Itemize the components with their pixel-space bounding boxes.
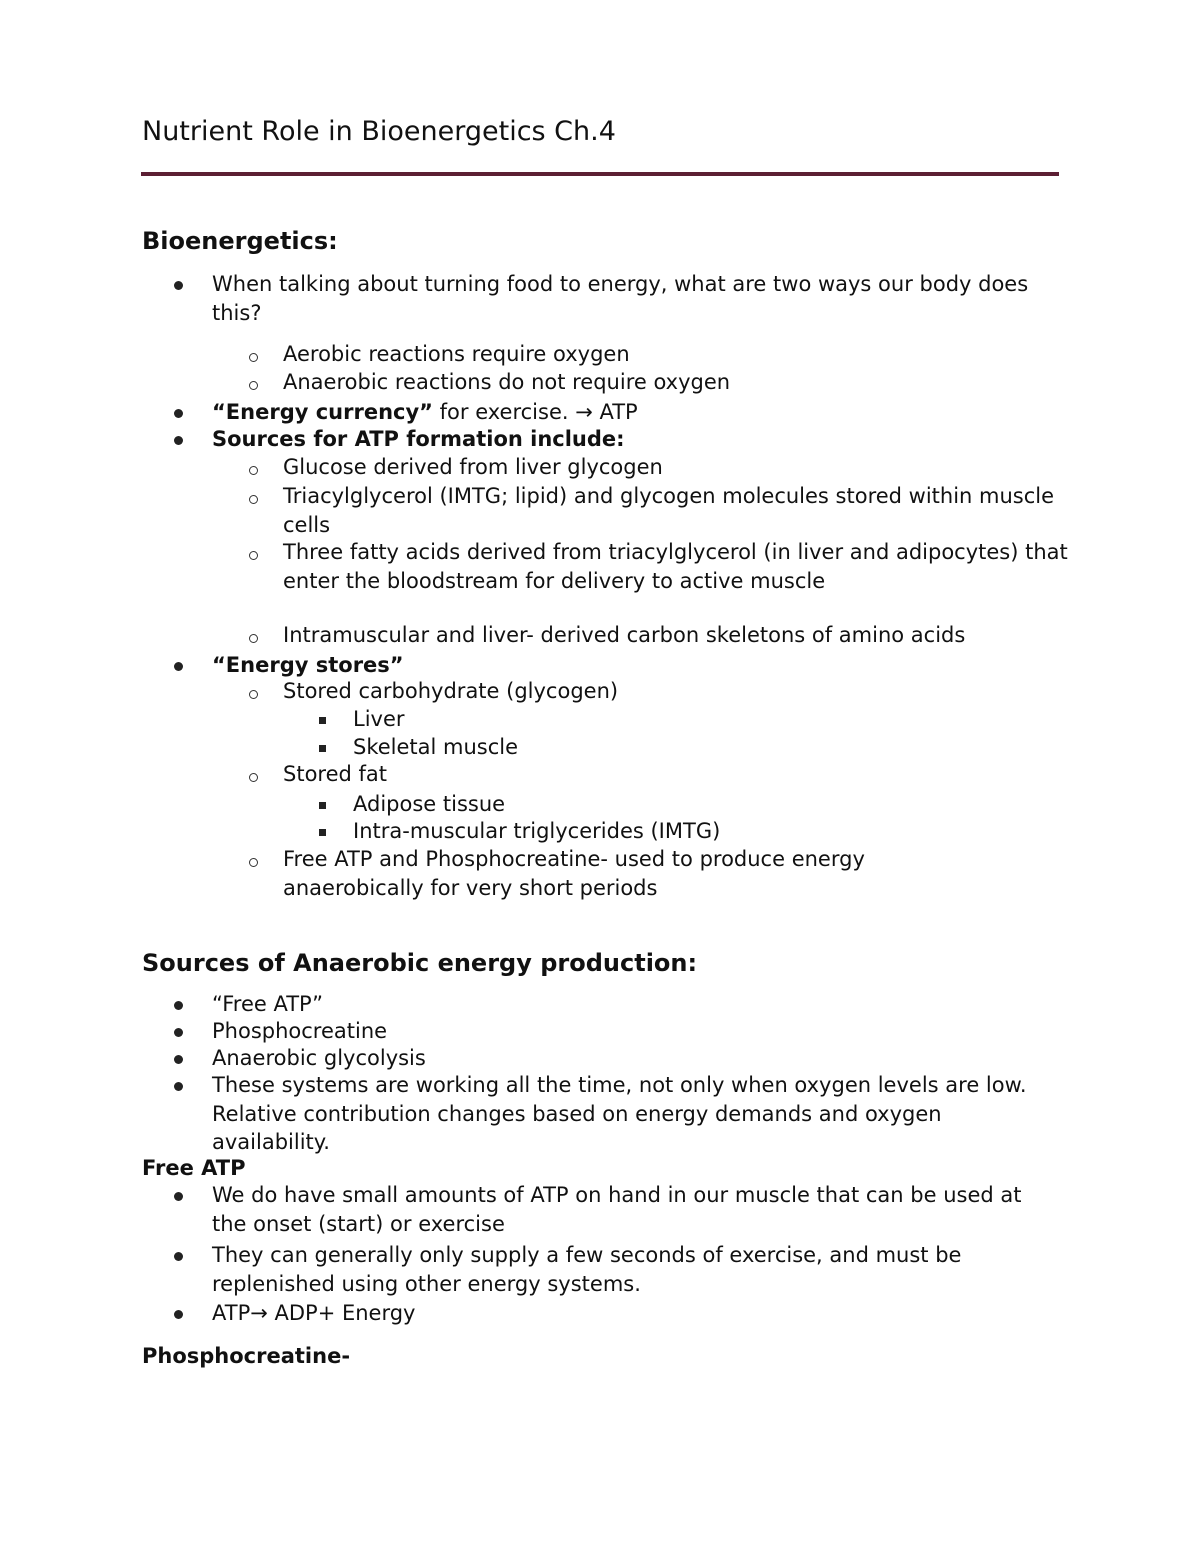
list-item: [212, 270, 1062, 327]
list-item-text: Three fatty acids derived from triacylglycerol (in liver and adipocytes) that enter the bloodstream for delivery to active muscle: [283, 540, 1068, 593]
square-bullet-icon: [319, 717, 326, 724]
list-item: [212, 1299, 1062, 1328]
list-item: [353, 705, 1053, 734]
square-bullet-icon: [319, 802, 326, 809]
bullet-icon: [174, 1082, 183, 1091]
bullet-icon: [174, 1055, 183, 1064]
list-item-text: Stored carbohydrate (glycogen): [283, 679, 619, 703]
list-item-text: Triacylglycerol (IMTG; lipid) and glycogen molecules stored within muscle cells: [283, 484, 1055, 537]
list-item-text: Anaerobic glycolysis: [212, 1046, 426, 1070]
circle-bullet-icon: [249, 858, 258, 867]
bullet-icon: [174, 1001, 183, 1010]
list-item: [212, 425, 1062, 454]
list-item: [283, 482, 1073, 539]
list-item-text: Stored fat: [283, 762, 388, 786]
list-item-text: ATP→ ADP+ Energy: [212, 1301, 416, 1325]
bullet-icon: [174, 1028, 183, 1037]
list-item: [283, 621, 1073, 650]
list-item-text: Anaerobic reactions do not require oxygen: [283, 370, 731, 394]
circle-bullet-icon: [249, 381, 258, 390]
list-item-text: Skeletal muscle: [353, 735, 519, 759]
list-item: [212, 1241, 1062, 1298]
heading-bioenergetics: Bioenergetics:: [142, 227, 338, 255]
list-item-text: They can generally only supply a few seconds of exercise, and must be replenished using other energy systems.: [212, 1243, 962, 1296]
bullet-icon: [174, 1252, 183, 1261]
bullet-icon: [174, 1192, 183, 1201]
bullet-icon: [174, 662, 183, 671]
square-bullet-icon: [319, 745, 326, 752]
document-title: Nutrient Role in Bioenergetics Ch.4: [142, 116, 616, 147]
heading-anaerobic-sources: Sources of Anaerobic energy production:: [142, 949, 698, 977]
bullet-icon: [174, 281, 183, 290]
circle-bullet-icon: [249, 495, 258, 504]
list-item: [283, 538, 1073, 595]
circle-bullet-icon: [249, 690, 258, 699]
list-item-text: These systems are working all the time, not only when oxygen levels are low. Relative contribution changes based on energy demands and oxygen availability.: [212, 1073, 1027, 1154]
bullet-icon: [174, 436, 183, 445]
list-item-text: Glucose derived from liver glycogen: [283, 455, 663, 479]
list-item: [212, 398, 1062, 427]
list-item: [283, 760, 1073, 789]
list-item-text: Aerobic reactions require oxygen: [283, 342, 630, 366]
energy-currency-text: for exercise. → ATP: [432, 400, 638, 424]
list-item: [353, 817, 1053, 846]
heading-phosphocreatine: Phosphocreatine-: [142, 1344, 351, 1368]
list-item-text: We do have small amounts of ATP on hand in our muscle that can be used at the onset (start) or exercise: [212, 1183, 1022, 1236]
list-item: [283, 340, 1073, 369]
circle-bullet-icon: [249, 466, 258, 475]
bullet-icon: [174, 409, 183, 418]
circle-bullet-icon: [249, 634, 258, 643]
circle-bullet-icon: [249, 551, 258, 560]
bullet-icon: [174, 1310, 183, 1319]
energy-currency-label: “Energy currency”: [212, 400, 433, 424]
list-item: [212, 1181, 1042, 1238]
list-item-text: When talking about turning food to energy, what are two ways our body does this?: [212, 272, 1029, 325]
list-item: [212, 1071, 1042, 1157]
sources-heading: Sources for ATP formation include:: [212, 427, 625, 451]
list-item-text: Free ATP and Phosphocreatine- used to produce energy anaerobically for very short periods: [283, 847, 865, 900]
list-item: [212, 651, 1062, 680]
list-item: [353, 790, 1053, 819]
list-item: [212, 1044, 1062, 1073]
list-item: [212, 1017, 1062, 1046]
heading-free-atp: Free ATP: [142, 1156, 246, 1180]
list-item: [283, 368, 1073, 397]
energy-stores-heading: “Energy stores”: [212, 653, 404, 677]
circle-bullet-icon: [249, 353, 258, 362]
list-item: [283, 677, 1073, 706]
square-bullet-icon: [319, 829, 326, 836]
list-item-text: “Free ATP”: [212, 992, 323, 1016]
list-item: [212, 990, 1062, 1019]
list-item: [353, 733, 1053, 762]
list-item-text: Intramuscular and liver- derived carbon skeletons of amino acids: [283, 623, 966, 647]
list-item: [283, 453, 1073, 482]
title-divider: [141, 172, 1059, 176]
circle-bullet-icon: [249, 773, 258, 782]
list-item: [283, 845, 1003, 902]
list-item-text: Phosphocreatine: [212, 1019, 388, 1043]
list-item-text: Adipose tissue: [353, 792, 506, 816]
list-item-text: Intra-muscular triglycerides (IMTG): [353, 819, 721, 843]
list-item-text: Liver: [353, 707, 405, 731]
